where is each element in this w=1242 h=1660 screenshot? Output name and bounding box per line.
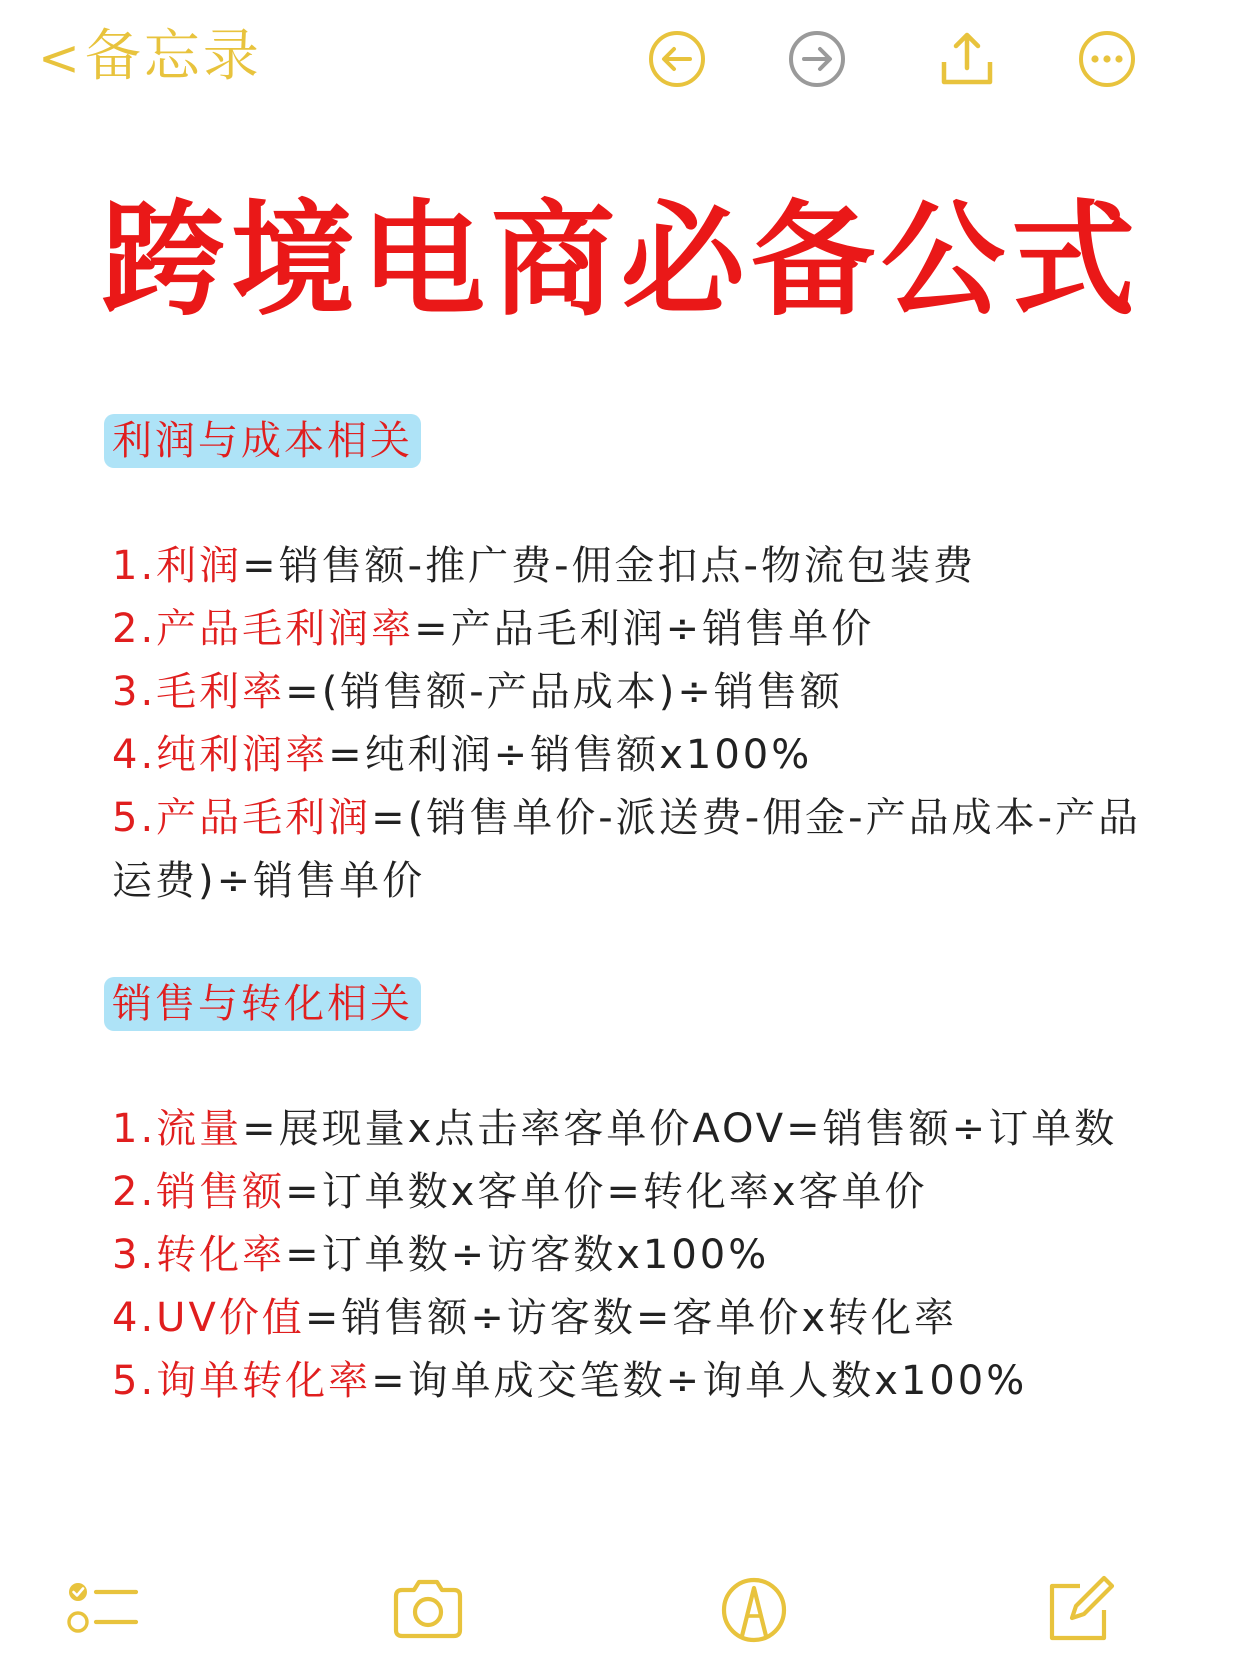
formula-key: 产品毛利润率 (156, 606, 415, 652)
formula-key: 销售额 (156, 1169, 286, 1215)
bottom-toolbar (0, 1570, 1242, 1660)
formula-body: =询单成交笔数÷询单人数x100% (371, 1358, 1028, 1404)
formula-body-continued: 运费)÷销售单价 (112, 858, 426, 904)
formula-line (112, 659, 1152, 725)
formula-body: =销售额-推广费-佣金扣点-物流包装费 (242, 543, 976, 589)
formula-key: 转化率 (156, 1232, 286, 1278)
formula-line (112, 596, 1152, 662)
markup-icon[interactable] (714, 1570, 794, 1650)
section-heading-profit: 利润与成本相关 (104, 414, 421, 468)
formula-number: 2. (112, 1169, 157, 1215)
more-icon[interactable] (1076, 28, 1138, 90)
back-button[interactable] (38, 22, 262, 93)
section-heading-sales: 销售与转化相关 (104, 977, 421, 1031)
camera-icon[interactable] (388, 1570, 468, 1650)
formula-body: =(销售单价-派送费-佣金-产品成本-产品 (371, 795, 1142, 841)
formula-number: 2. (112, 606, 157, 652)
formula-key: 产品毛利润 (156, 795, 372, 841)
formula-number: 1. (112, 543, 157, 589)
formula-line (112, 722, 1152, 788)
formula-number: 5. (112, 795, 157, 841)
formula-line (112, 785, 1152, 851)
formula-number: 3. (112, 1232, 157, 1278)
redo-icon[interactable] (786, 28, 848, 90)
formula-key: 询单转化率 (156, 1358, 372, 1404)
formula-key: 利润 (156, 543, 243, 589)
formula-body: =销售额÷访客数=客单价x转化率 (304, 1295, 958, 1341)
chevron-left-icon: < (38, 29, 83, 87)
undo-icon[interactable] (646, 28, 708, 90)
formula-body: =订单数x客单价=转化率x客单价 (285, 1169, 928, 1215)
formula-body: =产品毛利润÷销售单价 (414, 606, 875, 652)
page-title: 跨境电商必备公式 (100, 189, 1141, 333)
formula-key: 毛利率 (156, 669, 286, 715)
formula-number: 1. (112, 1106, 157, 1152)
formula-line (112, 533, 1152, 599)
formula-line (112, 1222, 1152, 1288)
top-toolbar (0, 0, 1242, 120)
compose-icon[interactable] (1040, 1570, 1120, 1650)
checklist-icon[interactable] (62, 1570, 142, 1650)
formula-body: =订单数÷访客数x100% (285, 1232, 770, 1278)
formula-number: 4. (112, 1295, 157, 1341)
formula-line (112, 1348, 1152, 1414)
formula-key: UV价值 (156, 1295, 305, 1341)
formula-body: =展现量x点击率客单价AOV=销售额÷订单数 (242, 1106, 1118, 1152)
formula-key: 流量 (156, 1106, 243, 1152)
formula-line-continued (112, 848, 1152, 914)
formula-key: 纯利润率 (156, 732, 329, 778)
formula-number: 3. (112, 669, 157, 715)
formula-number: 5. (112, 1358, 157, 1404)
formula-body: =纯利润÷销售额x100% (328, 732, 813, 778)
formula-line (112, 1096, 1152, 1162)
back-label: 备忘录 (84, 24, 262, 89)
formula-line (112, 1159, 1152, 1225)
formula-line (112, 1285, 1152, 1351)
share-icon[interactable] (936, 28, 998, 90)
formula-number: 4. (112, 732, 157, 778)
formula-body: =(销售额-产品成本)÷销售额 (285, 669, 843, 715)
